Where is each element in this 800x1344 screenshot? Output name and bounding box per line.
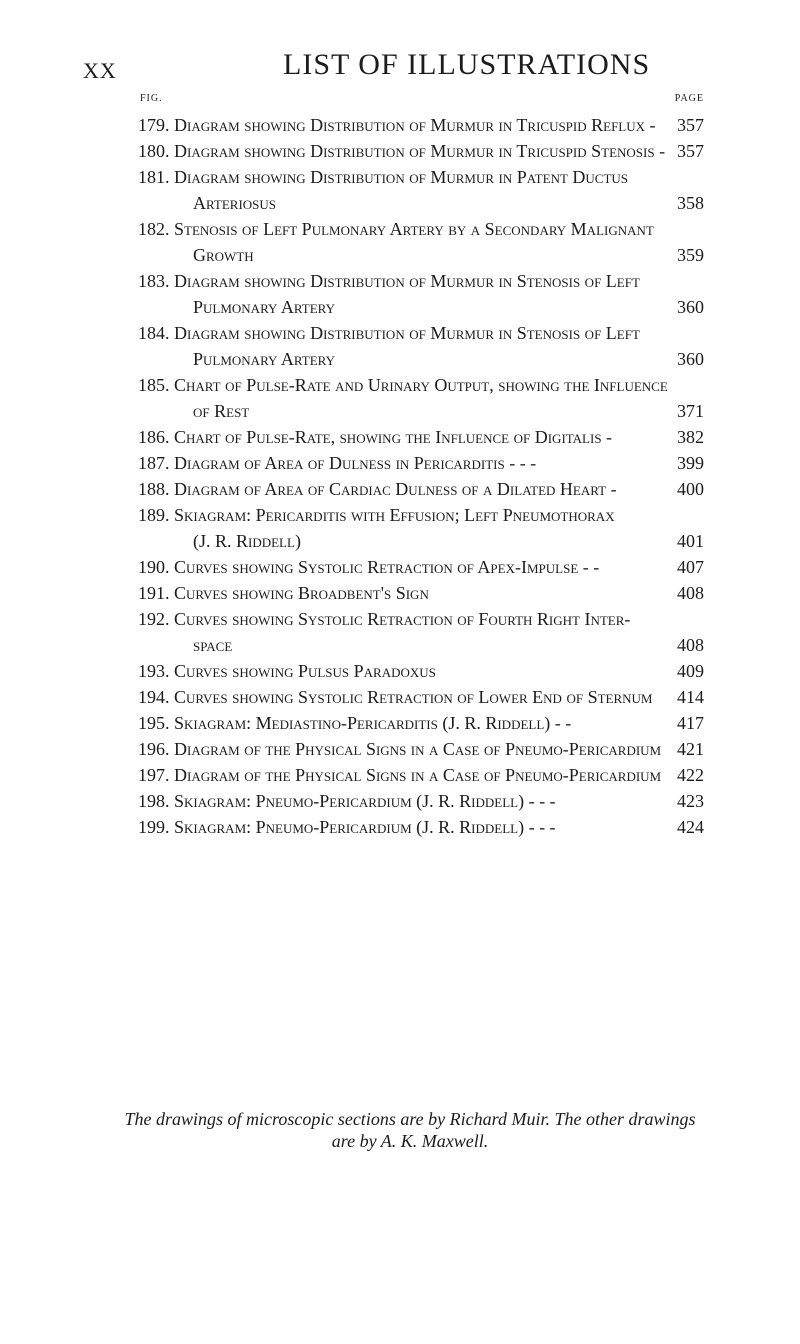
list-item <box>0 606 800 658</box>
page-reference: 357 <box>677 141 704 161</box>
page-reference: 360 <box>677 297 704 317</box>
figure-number: 190. <box>138 557 170 577</box>
entry-line <box>174 814 704 840</box>
entry-line <box>174 554 704 580</box>
figure-number: 192. <box>138 609 170 629</box>
list-item <box>0 450 800 476</box>
page-reference: 400 <box>677 479 704 499</box>
figure-title: Skiagram: Pneumo-Pericardium (J. R. Riddell) - - - <box>174 817 556 837</box>
figure-title: Stenosis of Left Pulmonary Artery by a Secondary Malignant <box>174 219 654 239</box>
column-headings <box>0 93 800 107</box>
figure-title: Diagram showing Distribution of Murmur in Stenosis of Left <box>174 323 640 343</box>
list-item <box>0 788 800 814</box>
entry-line <box>174 710 704 736</box>
list-item <box>0 476 800 502</box>
figure-number: 195. <box>138 713 170 733</box>
page-reference: 414 <box>677 687 704 707</box>
figure-title: Curves showing Systolic Retraction of Fourth Right Inter- <box>174 609 631 629</box>
figure-title: Diagram showing Distribution of Murmur in Patent Ductus <box>174 167 629 187</box>
figure-title: Diagram showing Distribution of Murmur in Stenosis of Left <box>174 271 640 291</box>
figure-number: 197. <box>138 765 170 785</box>
figure-title: Arteriosus <box>193 193 277 213</box>
figure-number: 180. <box>138 141 170 161</box>
entry-line <box>193 294 704 320</box>
entry-line <box>193 242 704 268</box>
list-item <box>0 164 800 216</box>
fig-column-heading: FIG. <box>140 93 163 104</box>
figure-number: 185. <box>138 375 170 395</box>
page-reference: 423 <box>677 791 704 811</box>
entry-line <box>193 346 704 372</box>
figure-title: of Rest <box>193 401 250 421</box>
page-reference: 424 <box>677 817 704 837</box>
figure-title: space <box>193 635 233 655</box>
figure-title: Diagram of the Physical Signs in a Case of Pneumo-Pericardium <box>174 739 662 759</box>
figure-number: 198. <box>138 791 170 811</box>
page-reference: 408 <box>677 635 704 655</box>
entry-line <box>174 424 704 450</box>
page-reference: 382 <box>677 427 704 447</box>
figure-title: Skiagram: Mediastino-Pericarditis (J. R. Riddell) - - <box>174 713 572 733</box>
page-reference: 421 <box>677 739 704 759</box>
list-item <box>0 814 800 840</box>
figure-number: 184. <box>138 323 170 343</box>
figure-number: 183. <box>138 271 170 291</box>
page-reference: 360 <box>677 349 704 369</box>
entry-line <box>193 528 704 554</box>
figure-title: Skiagram: Pericarditis with Effusion; Left Pneumothorax <box>174 505 615 525</box>
page-column-heading: PAGE <box>674 93 704 104</box>
page-reference: 401 <box>677 531 704 551</box>
figure-title: Curves showing Systolic Retraction of Lower End of Sternum <box>174 687 653 707</box>
list-item <box>0 320 800 372</box>
figure-title: Curves showing Systolic Retraction of Apex-Impulse - - <box>174 557 600 577</box>
figure-number: 193. <box>138 661 170 681</box>
figure-number: 186. <box>138 427 170 447</box>
figure-number: 188. <box>138 479 170 499</box>
figure-number: 191. <box>138 583 170 603</box>
entry-line <box>193 632 704 658</box>
page-reference: 358 <box>677 193 704 213</box>
list-item <box>0 580 800 606</box>
list-item <box>0 658 800 684</box>
list-item <box>0 268 800 320</box>
entry-line <box>174 372 704 398</box>
page-reference: 409 <box>677 661 704 681</box>
entry-line <box>174 788 704 814</box>
list-item <box>0 112 800 138</box>
figure-title: Pulmonary Artery <box>193 349 336 369</box>
figure-number: 199. <box>138 817 170 837</box>
entry-line <box>174 450 704 476</box>
entry-line <box>174 138 704 164</box>
entry-line <box>174 268 704 294</box>
figure-title: Pulmonary Artery <box>193 297 336 317</box>
entry-line <box>174 736 704 762</box>
entry-line <box>174 112 704 138</box>
figure-number: 194. <box>138 687 170 707</box>
figure-title: Diagram showing Distribution of Murmur in Tricuspid Reflux - <box>174 115 656 135</box>
illustration-list <box>0 112 800 840</box>
figure-number: 179. <box>138 115 170 135</box>
figure-title: (J. R. Riddell) <box>193 531 301 551</box>
page-reference: 371 <box>677 401 704 421</box>
list-item <box>0 372 800 424</box>
list-item <box>0 424 800 450</box>
entry-line <box>174 164 704 190</box>
figure-title: Chart of Pulse-Rate and Urinary Output, showing the Influence <box>174 375 668 395</box>
list-item <box>0 684 800 710</box>
running-title: LIST OF ILLUSTRATIONS <box>283 48 651 81</box>
entry-line <box>193 398 704 424</box>
page-reference: 422 <box>677 765 704 785</box>
list-item <box>0 216 800 268</box>
page-reference: 417 <box>677 713 704 733</box>
list-item <box>0 710 800 736</box>
figure-number: 187. <box>138 453 170 473</box>
figure-title: Diagram showing Distribution of Murmur in Tricuspid Stenosis - <box>174 141 666 161</box>
page-reference: 399 <box>677 453 704 473</box>
figure-number: 189. <box>138 505 170 525</box>
list-item <box>0 762 800 788</box>
entry-line <box>193 190 704 216</box>
figure-number: 182. <box>138 219 170 239</box>
entry-line <box>174 320 704 346</box>
figure-title: Curves showing Pulsus Paradoxus <box>174 661 436 681</box>
entry-line <box>174 762 704 788</box>
figure-number: 181. <box>138 167 170 187</box>
figure-title: Growth <box>193 245 254 265</box>
entry-line <box>174 502 704 528</box>
figure-title: Diagram of the Physical Signs in a Case of Pneumo-Pericardium <box>174 765 662 785</box>
figure-title: Diagram of Area of Dulness in Pericarditis - - - <box>174 453 537 473</box>
entry-line <box>174 606 704 632</box>
figure-title: Diagram of Area of Cardiac Dulness of a Dilated Heart - <box>174 479 617 499</box>
page-header <box>0 48 800 88</box>
page-reference: 407 <box>677 557 704 577</box>
figure-number: 196. <box>138 739 170 759</box>
entry-line <box>174 476 704 502</box>
figure-title: Skiagram: Pneumo-Pericardium (J. R. Riddell) - - - <box>174 791 556 811</box>
page-reference: 359 <box>677 245 704 265</box>
entry-line <box>174 658 704 684</box>
entry-line <box>174 216 704 242</box>
list-item <box>0 736 800 762</box>
list-item <box>0 502 800 554</box>
figure-title: Curves showing Broadbent's Sign <box>174 583 429 603</box>
entry-line <box>174 684 704 710</box>
page-number: XX <box>83 58 117 83</box>
page-reference: 357 <box>677 115 704 135</box>
entry-line <box>174 580 704 606</box>
page-reference: 408 <box>677 583 704 603</box>
illustrator-credit-note: The drawings of microscopic sections are by Richard Muir. The other drawings are by A. K. Maxwell. <box>124 1109 696 1151</box>
figure-title: Chart of Pulse-Rate, showing the Influence of Digitalis - <box>174 427 613 447</box>
list-item <box>0 138 800 164</box>
list-item <box>0 554 800 580</box>
